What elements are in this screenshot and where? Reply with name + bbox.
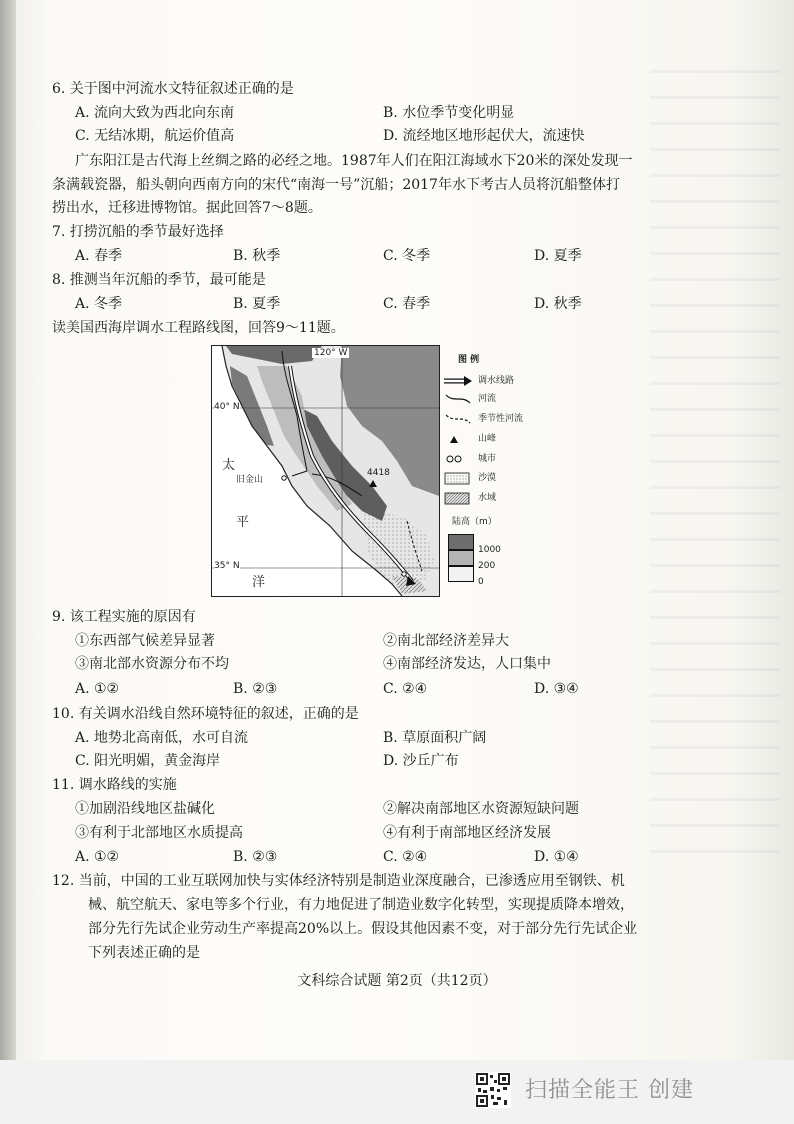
ocean-label-1: 太 <box>222 458 236 473</box>
legend-peak: 山峰 <box>478 434 497 444</box>
legend-water: 水域 <box>478 493 497 503</box>
q9-item-2: ②南北部经济差异大 <box>383 633 509 649</box>
q7-option-b: B. 秋季 <box>233 248 281 264</box>
legend-water-icon <box>444 492 474 506</box>
q6-option-b: B. 水位季节变化明显 <box>383 105 515 121</box>
q10-option-c: C. 阳光明媚，黄金海岸 <box>75 753 221 769</box>
legend-title: 图 例 <box>458 355 480 365</box>
q8-stem: 8. 推测当年沉船的季节，最可能是 <box>52 272 266 288</box>
lat40-label: 40° N <box>214 402 240 412</box>
q9-item-3: ③南北部水资源分布不均 <box>75 656 229 672</box>
qr-code-icon <box>475 1072 511 1108</box>
q11-item-2: ②解决南部地区水资源短缺问题 <box>383 801 579 817</box>
q7-option-d: D. 夏季 <box>534 248 582 264</box>
legend-elev-high-swatch <box>448 534 474 550</box>
legend-river-icon <box>444 393 474 405</box>
q7-option-c: C. 冬季 <box>383 248 431 264</box>
water-transfer-map <box>211 345 440 597</box>
legend-river: 河流 <box>478 394 497 404</box>
q11-item-4: ④有利于南部地区经济发展 <box>383 825 551 841</box>
ocean-label-3: 洋 <box>252 575 266 590</box>
q11-option-d: D. ①④ <box>534 849 579 865</box>
lat35-label: 35° N <box>214 561 240 571</box>
q9-option-b: B. ②③ <box>233 681 278 697</box>
legend-seasonal-icon <box>444 413 474 425</box>
legend-desert-icon <box>444 472 474 486</box>
q12-line1: 12. 当前，中国的工业互联网加快与实体经济特别是制造业深度融合，已渗透应用至钢铁、机 <box>52 873 625 889</box>
legend-peak-icon <box>444 433 474 445</box>
legend-elev-low-swatch <box>448 566 474 582</box>
q11-item-1: ①加剧沿线地区盐碱化 <box>75 801 215 817</box>
q9-option-a: A. ①② <box>75 681 120 697</box>
passage2: 读美国西海岸调水工程路线图，回答9～11题。 <box>52 320 345 336</box>
legend-route-icon <box>444 375 474 387</box>
legend-elev-title: 陆高（m） <box>452 517 497 527</box>
q7-option-a: A. 春季 <box>75 248 123 264</box>
q9-option-d: D. ③④ <box>534 681 579 697</box>
q8-option-a: A. 冬季 <box>75 296 123 312</box>
city-label: 旧金山 <box>236 475 264 485</box>
legend-route: 调水线路 <box>478 376 515 386</box>
legend-desert: 沙漠 <box>478 473 497 483</box>
city-sf-symbol <box>282 476 286 480</box>
ocean-label-2: 平 <box>236 515 250 530</box>
legend-e1000: 1000 <box>478 545 501 555</box>
q6-option-d: D. 流经地区地形起伏大，流速快 <box>383 128 585 144</box>
page-footer: 文科综合试题 第2页（共12页） <box>297 973 497 989</box>
q10-option-d: D. 沙丘广布 <box>383 753 459 769</box>
map-drawing <box>212 346 439 596</box>
passage1-line3: 捞出水，迁移进博物馆。据此回答7～8题。 <box>52 200 322 216</box>
q11-stem: 11. 调水路线的实施 <box>52 777 177 793</box>
q12-line3: 部分先行先试企业劳动生产率提高20%以上。假设其他因素不变，对于部分先行先试企业 <box>88 921 638 937</box>
q9-item-4: ④南部经济发达，人口集中 <box>383 656 551 672</box>
passage1-line1: 广东阳江是古代海上丝绸之路的必经之地。1987年人们在阳江海域水下20米的深处发现一 <box>75 153 633 169</box>
legend-elev-mid-swatch <box>448 550 474 566</box>
q10-option-a: A. 地势北高南低，水可自流 <box>75 730 249 746</box>
q11-option-b: B. ②③ <box>233 849 278 865</box>
q11-option-c: C. ②④ <box>383 849 428 865</box>
q7-stem: 7. 打捞沉船的季节最好选择 <box>52 224 224 240</box>
legend-city: 城市 <box>478 454 497 464</box>
q10-option-b: B. 草原面积广阔 <box>383 730 487 746</box>
city-la-symbol <box>402 572 406 576</box>
q11-item-3: ③有利于北部地区水质提高 <box>75 825 243 841</box>
q9-stem: 9. 该工程实施的原因有 <box>52 609 196 625</box>
passage1-line2: 条满载瓷器，船头朝向西南方向的宋代“南海一号”沉船；2017年水下考古人员将沉船整体打 <box>52 177 620 193</box>
legend-e0: 0 <box>478 577 484 587</box>
legend-seasonal: 季节性河流 <box>478 414 524 424</box>
q12-line2: 械、航空航天、家电等多个行业，有力地促进了制造业数字化转型，实现提质降本增效， <box>88 897 634 913</box>
peak-label: 4418 <box>367 468 390 478</box>
page-edge <box>0 0 16 1060</box>
bleed-through <box>650 70 780 870</box>
q6-option-a: A. 流向大致为西北向东南 <box>75 105 235 121</box>
scanner-watermark: 扫描全能王 创建 <box>525 1078 694 1103</box>
q9-item-1: ①东西部气候差异显著 <box>75 633 215 649</box>
q8-option-b: B. 夏季 <box>233 296 281 312</box>
q10-stem: 10. 有关调水沿线自然环境特征的叙述，正确的是 <box>52 706 359 722</box>
lon-label: 120° W <box>314 348 348 358</box>
q8-option-d: D. 秋季 <box>534 296 582 312</box>
legend-e200: 200 <box>478 561 496 571</box>
q12-line4: 下列表述正确的是 <box>88 945 200 961</box>
q6-option-c: C. 无结冰期，航运价值高 <box>75 128 235 144</box>
q6-stem: 6. 关于图中河流水文特征叙述正确的是 <box>52 81 294 97</box>
legend-city-icon <box>444 453 474 465</box>
q11-option-a: A. ①② <box>75 849 120 865</box>
q8-option-c: C. 春季 <box>383 296 431 312</box>
q9-option-c: C. ②④ <box>383 681 428 697</box>
